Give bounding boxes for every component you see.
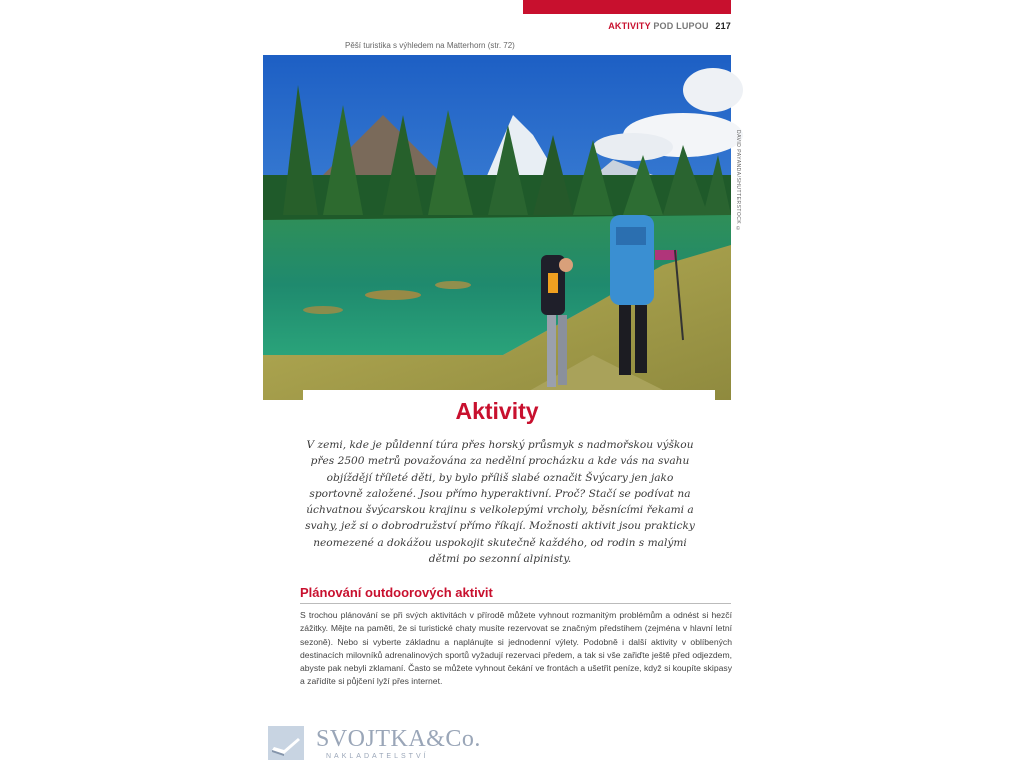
- publisher-name: SVOJTKA&Co.: [316, 726, 481, 752]
- section-body: S trochou plánování se při svých aktivitách v přírodě můžete vyhnout rozmanitým problémům a odnést si hezčí zážitky. Mějte na paměti, že si turistické chaty musíte rezervovat se značným předstihem (zejména v hlavní letní sezoně). Nebo si vyberte základnu a naplánujte si jednodenní výlety. Podobně i další aktivity v oblíbených destinacích milovníků adrenalinových sportů vyžadují rezervaci předem, a tak si vše zařiďte ještě před odjezdem, abyste pak nebyli zklamaní. Často se můžete vyhnout čekání ve frontách a ušetřit peníze, když si koupíte skipasy a zařídíte si půjčení lyží přes internet.: [300, 610, 732, 687]
- photo-caption: Pěší turistika s výhledem na Matterhorn (str. 72): [345, 41, 515, 50]
- page-number: 217: [715, 21, 731, 31]
- publisher-logo-icon: [268, 726, 304, 760]
- photo-credit: DAVID PAYANDA/SHUTTERSTOCK ©: [735, 130, 741, 233]
- chapter-title: Aktivity: [455, 398, 539, 424]
- running-head: [608, 21, 731, 31]
- chapter-intro: V zemi, kde je půldenní túra přes horský průsmyk s nadmořskou výškou přes 2500 metrů považována za nedělní procházku a kde vás na svahu objíždějí tříleté děti, by bylo příliš slabé označit Švýcary jen jako sportovně založené. Jsou přímo hyperaktivní. Proč? Stačí se podívat na úchvatnou švýcarskou krajinu s velkolepými vrcholy, běsnícími řekami a svahy, jež si o dobrodružství přímo říkají. Možnosti aktivit jsou prakticky neomezené a dokážou uspokojit skutečně každého, od rodin s malými dětmi po sezonní alpinisty.: [305, 439, 695, 566]
- publisher-logo: [268, 726, 481, 766]
- running-head-subsection: POD LUPOU: [653, 21, 709, 31]
- publisher-tagline: NAKLADATELSTVÍ: [326, 753, 429, 760]
- running-head-section: AKTIVITY: [608, 21, 651, 31]
- section-heading: Plánování outdoorových aktivit: [300, 585, 493, 600]
- top-accent-bar: [523, 0, 731, 14]
- book-page: [263, 0, 741, 768]
- section-rule: [300, 603, 731, 604]
- hikers-matterhorn-photo: [263, 55, 741, 400]
